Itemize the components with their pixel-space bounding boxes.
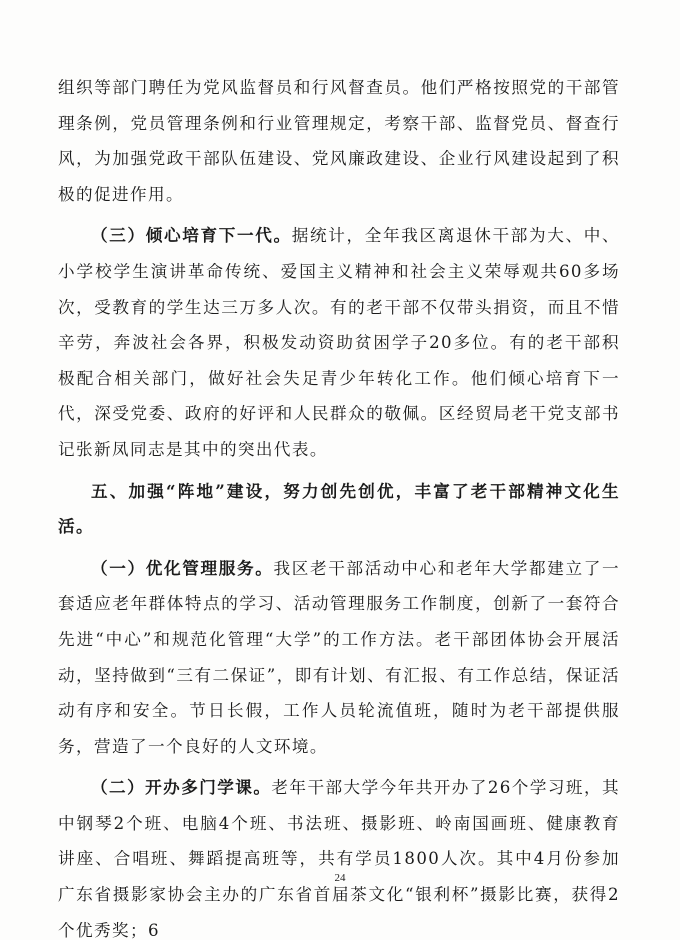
section-heading: （三）倾心培育下一代。 — [91, 225, 292, 246]
section-heading: （二）开办多门学课。 — [91, 777, 272, 798]
paragraph-management-service — [58, 551, 620, 765]
paragraph-supervisors — [58, 70, 620, 212]
chapter-heading-five — [58, 474, 620, 545]
section-heading: （一）优化管理服务。 — [91, 557, 274, 578]
paragraph-next-generation — [58, 218, 620, 467]
paragraph-text: 我区老干部活动中心和老年大学都建立了一套适应老年群体特点的学习、活动管理服务工作制度，创新了一套符合先进“中心”和规范化管理“大学”的工作方法。老干部团体协会开展活动，坚持做到“三有二保证”，即有计划、有汇报、有工作总结，保证活动有序和安全。节日长假，工作人员轮流值班，随时为老干部提供服务，营造了一个良好的人文环境。 — [58, 558, 620, 756]
paragraph-text: 组织等部门聘任为党风监督员和行风督查员。他们严格按照党的干部管理条例，党员管理条例和行业管理规定，考察干部、监督党员、督查行风，为加强党政干部队伍建设、党风廉政建设、企业行风建设起到了积极的促进作用。 — [58, 78, 620, 204]
page-number: 24 — [334, 872, 346, 884]
paragraph-text: 老年干部大学今年共开办了26个学习班，其中钢琴2个班、电脑4个班、书法班、摄影班、岭南国画班、健康教育讲座、合唱班、舞蹈提高班等，共有学员1800人次。其中4月份参加广东省摄影家协会主办的广东省首届茶文化“银利杯”摄影比赛，获得2个优秀奖；6 — [58, 778, 620, 940]
paragraph-text: 据统计，全年我区离退休干部为大、中、小学校学生演讲革命传统、爱国主义精神和社会主义荣辱观共60多场次，受教育的学生达三万多人次。有的老干部不仅带头捐资，而且不惜辛劳，奔波社会各界，积极发动资助贫困学子20多位。有的老干部积极配合相关部门，做好社会失足青少年转化工作。他们倾心培育下一代，深受党委、政府的好评和人民群众的敬佩。区经贸局老干党支部书记张新凤同志是其中的突出代表。 — [58, 226, 620, 459]
chapter-heading: 五、加强“阵地”建设，努力创先创优，丰富了老干部精神文化生活。 — [58, 480, 620, 537]
paragraph-courses — [58, 770, 620, 948]
